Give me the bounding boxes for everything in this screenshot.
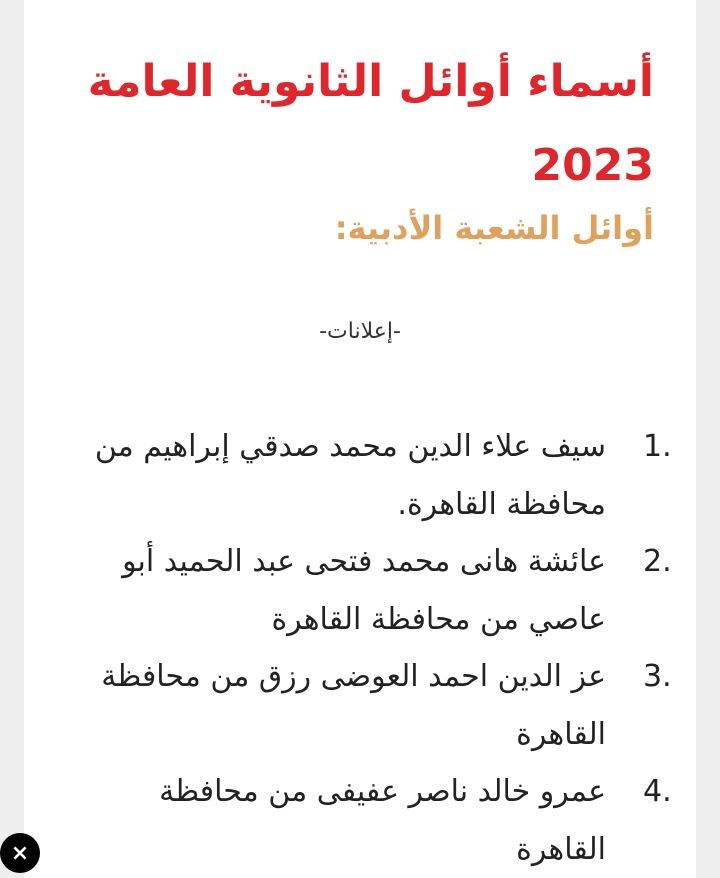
section-subtitle: أوائل الشعبة الأدبية: bbox=[334, 209, 654, 247]
list-item-text: عز الدين احمد العوضى رزق من محافظة القاهرة bbox=[101, 659, 606, 752]
list-item-number: 3. bbox=[643, 659, 672, 694]
list-item-number: 4. bbox=[643, 774, 672, 809]
list-item bbox=[63, 533, 672, 648]
list-item bbox=[63, 418, 672, 533]
list-item bbox=[63, 763, 672, 878]
list-item-text: عائشة هانى محمد فتحى عبد الحميد أبو عاصي من محافظة القاهرة bbox=[122, 544, 606, 637]
ads-label: -إعلانات- bbox=[319, 319, 401, 344]
close-ad-button[interactable] bbox=[0, 833, 40, 873]
list-item-text: عمرو خالد ناصر عفيفى من محافظة القاهرة bbox=[159, 774, 606, 867]
list-item-text: سيف علاء الدين محمد صدقي إبراهيم من محافظة القاهرة. bbox=[94, 429, 606, 522]
list-item bbox=[63, 648, 672, 763]
article-card bbox=[24, 0, 696, 878]
list-item-number: 1. bbox=[643, 429, 672, 464]
article-title: أسماء أوائل الثانوية العامة 2023 bbox=[87, 56, 654, 191]
close-icon: × bbox=[10, 840, 30, 866]
students-list bbox=[63, 418, 672, 878]
list-item-number: 2. bbox=[643, 544, 672, 579]
